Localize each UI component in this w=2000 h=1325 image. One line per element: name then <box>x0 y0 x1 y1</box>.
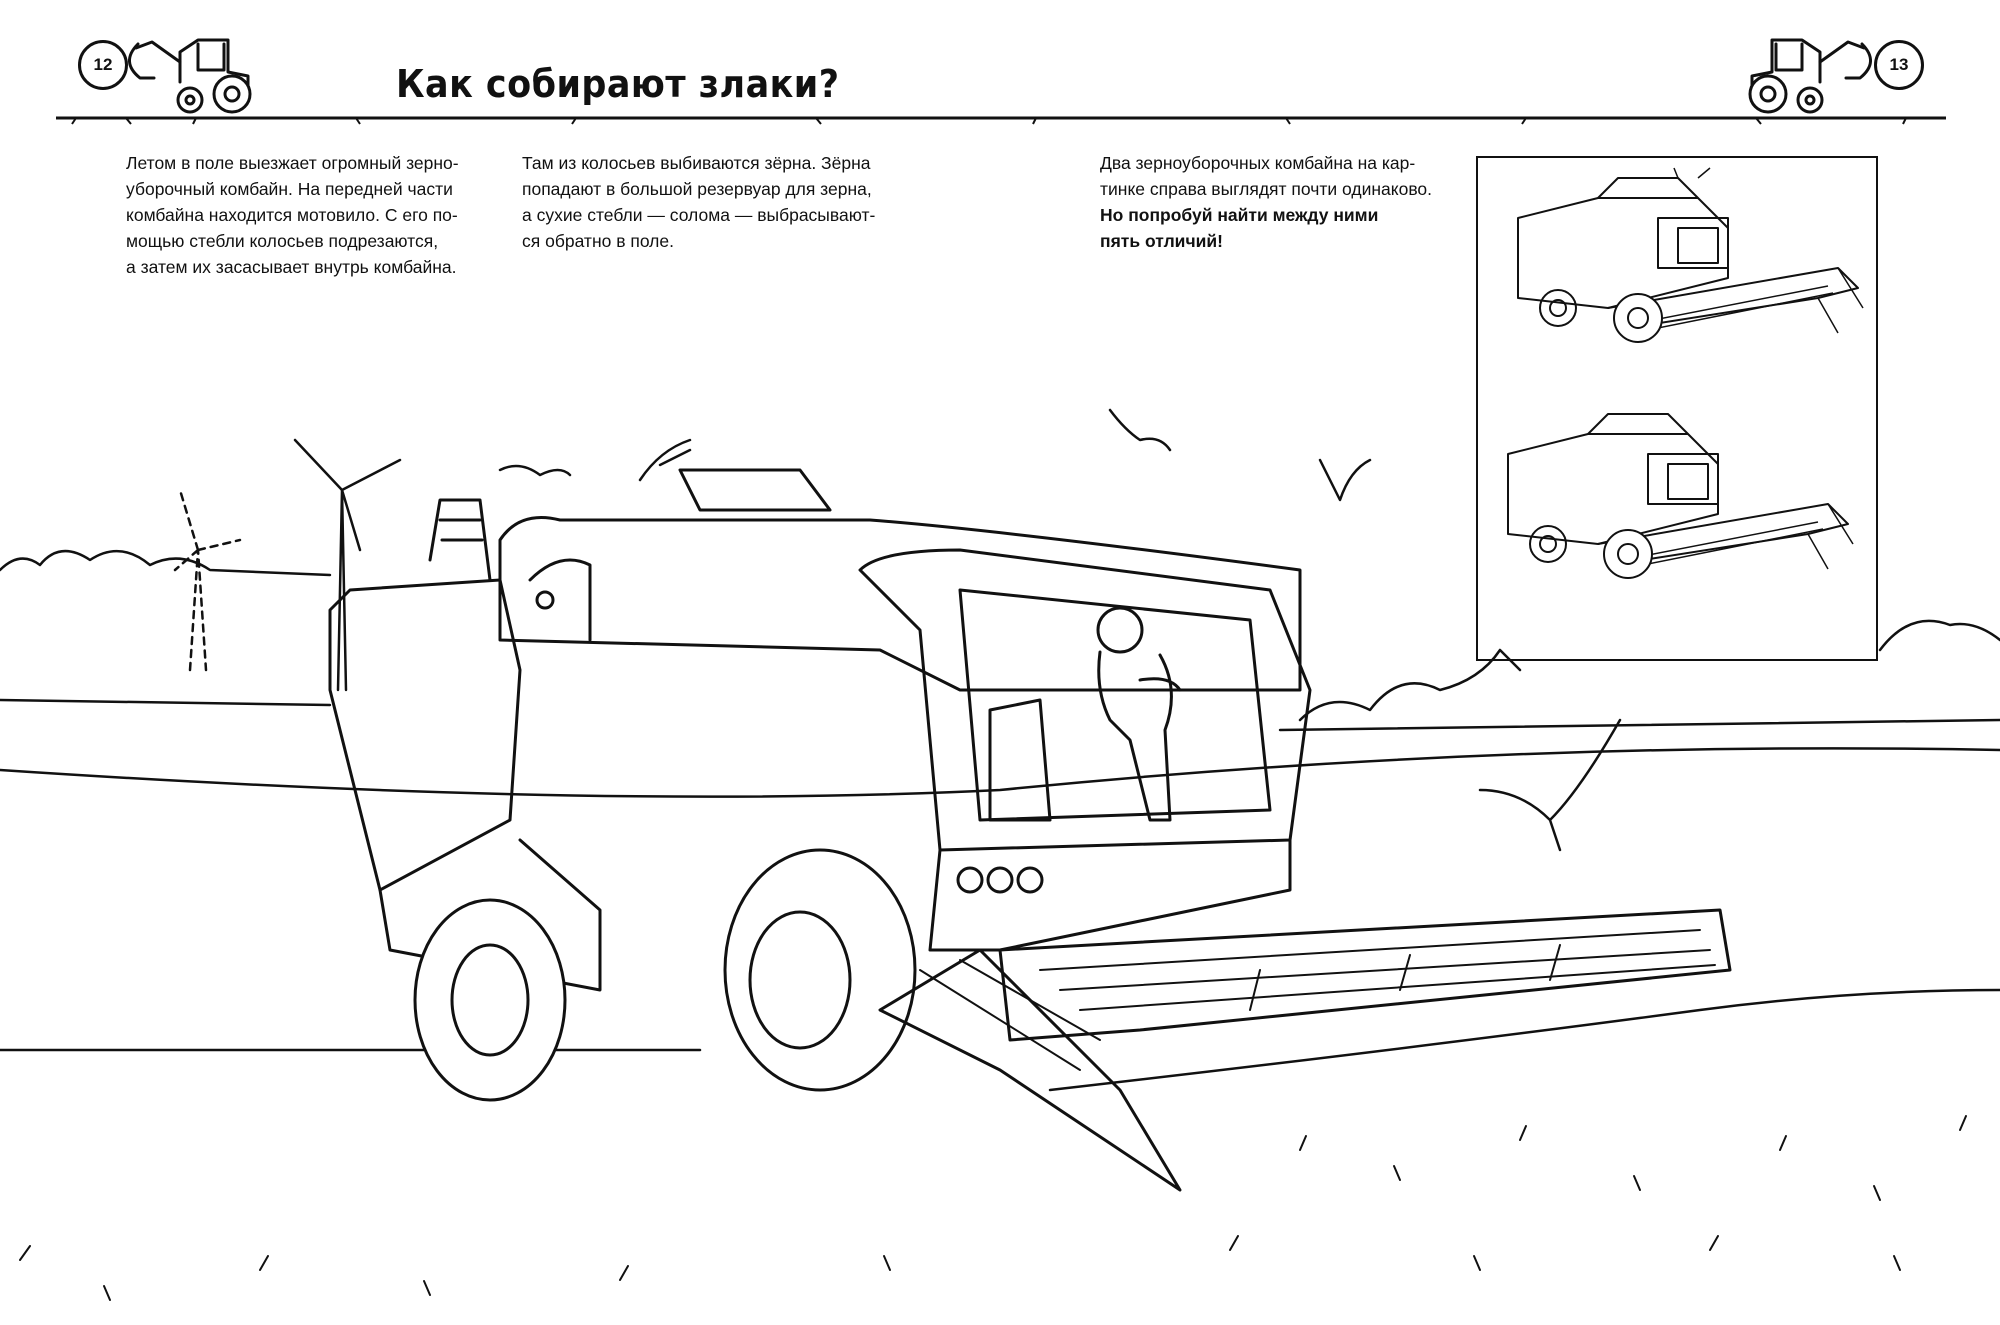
ground-line <box>56 112 1946 126</box>
text-line: попадают в большой резервуар для зерна, <box>522 179 872 199</box>
wheat-strokes <box>1300 1116 1966 1200</box>
tree-line-left <box>0 551 330 575</box>
page-number-right-label: 13 <box>1889 55 1909 74</box>
text-column-3 <box>1100 150 1432 254</box>
text-line: мощью стебли колосьев подрезаются, <box>126 231 439 251</box>
combine-puzzle-top <box>1478 158 1876 398</box>
tractor-right-icon <box>1730 22 1880 118</box>
task-line: пять отличий! <box>1100 231 1223 251</box>
text-column-2 <box>522 150 875 254</box>
text-line: а сухие стебли — солома — выбрасывают- <box>522 205 876 225</box>
page-number-right <box>1874 40 1924 90</box>
text-line: уборочный комбайн. На передней части <box>126 179 453 199</box>
tree-line-right <box>1300 621 2000 720</box>
combine-harvester <box>330 470 1730 1190</box>
text-line: Летом в поле выезжает огромный зерно- <box>126 153 459 173</box>
text-line: комбайна находится мотовило. С его по- <box>126 205 458 225</box>
wind-turbine-far <box>190 550 206 670</box>
bird <box>1110 410 1170 450</box>
page-number-left-label: 12 <box>93 55 113 74</box>
combine-harvester-scene <box>0 390 2000 1325</box>
bird <box>500 466 570 475</box>
text-line: Там из колосьев выбиваются зёрна. Зёрна <box>522 153 871 173</box>
text-line: тинке справа выглядят почти одинаково. <box>1100 179 1433 199</box>
text-line: а затем их засасывает внутрь комбайна. <box>126 257 457 277</box>
bird <box>1320 460 1370 500</box>
page-title: Как собирают злаки? <box>396 62 840 106</box>
bird-large <box>1480 720 1620 850</box>
field-edge <box>0 748 2000 796</box>
wind-turbine-near <box>338 490 346 690</box>
text-column-1 <box>126 150 459 280</box>
text-line: ся обратно в поле. <box>522 231 674 251</box>
task-line: Но попробуй найти между ними <box>1100 205 1379 225</box>
grass-strokes <box>20 1236 1900 1300</box>
tractor-left-icon <box>120 22 270 118</box>
crop-edge <box>1050 990 2000 1090</box>
horizon-line <box>0 700 2000 730</box>
text-line: Два зерноуборочных комбайна на кар- <box>1100 153 1416 173</box>
